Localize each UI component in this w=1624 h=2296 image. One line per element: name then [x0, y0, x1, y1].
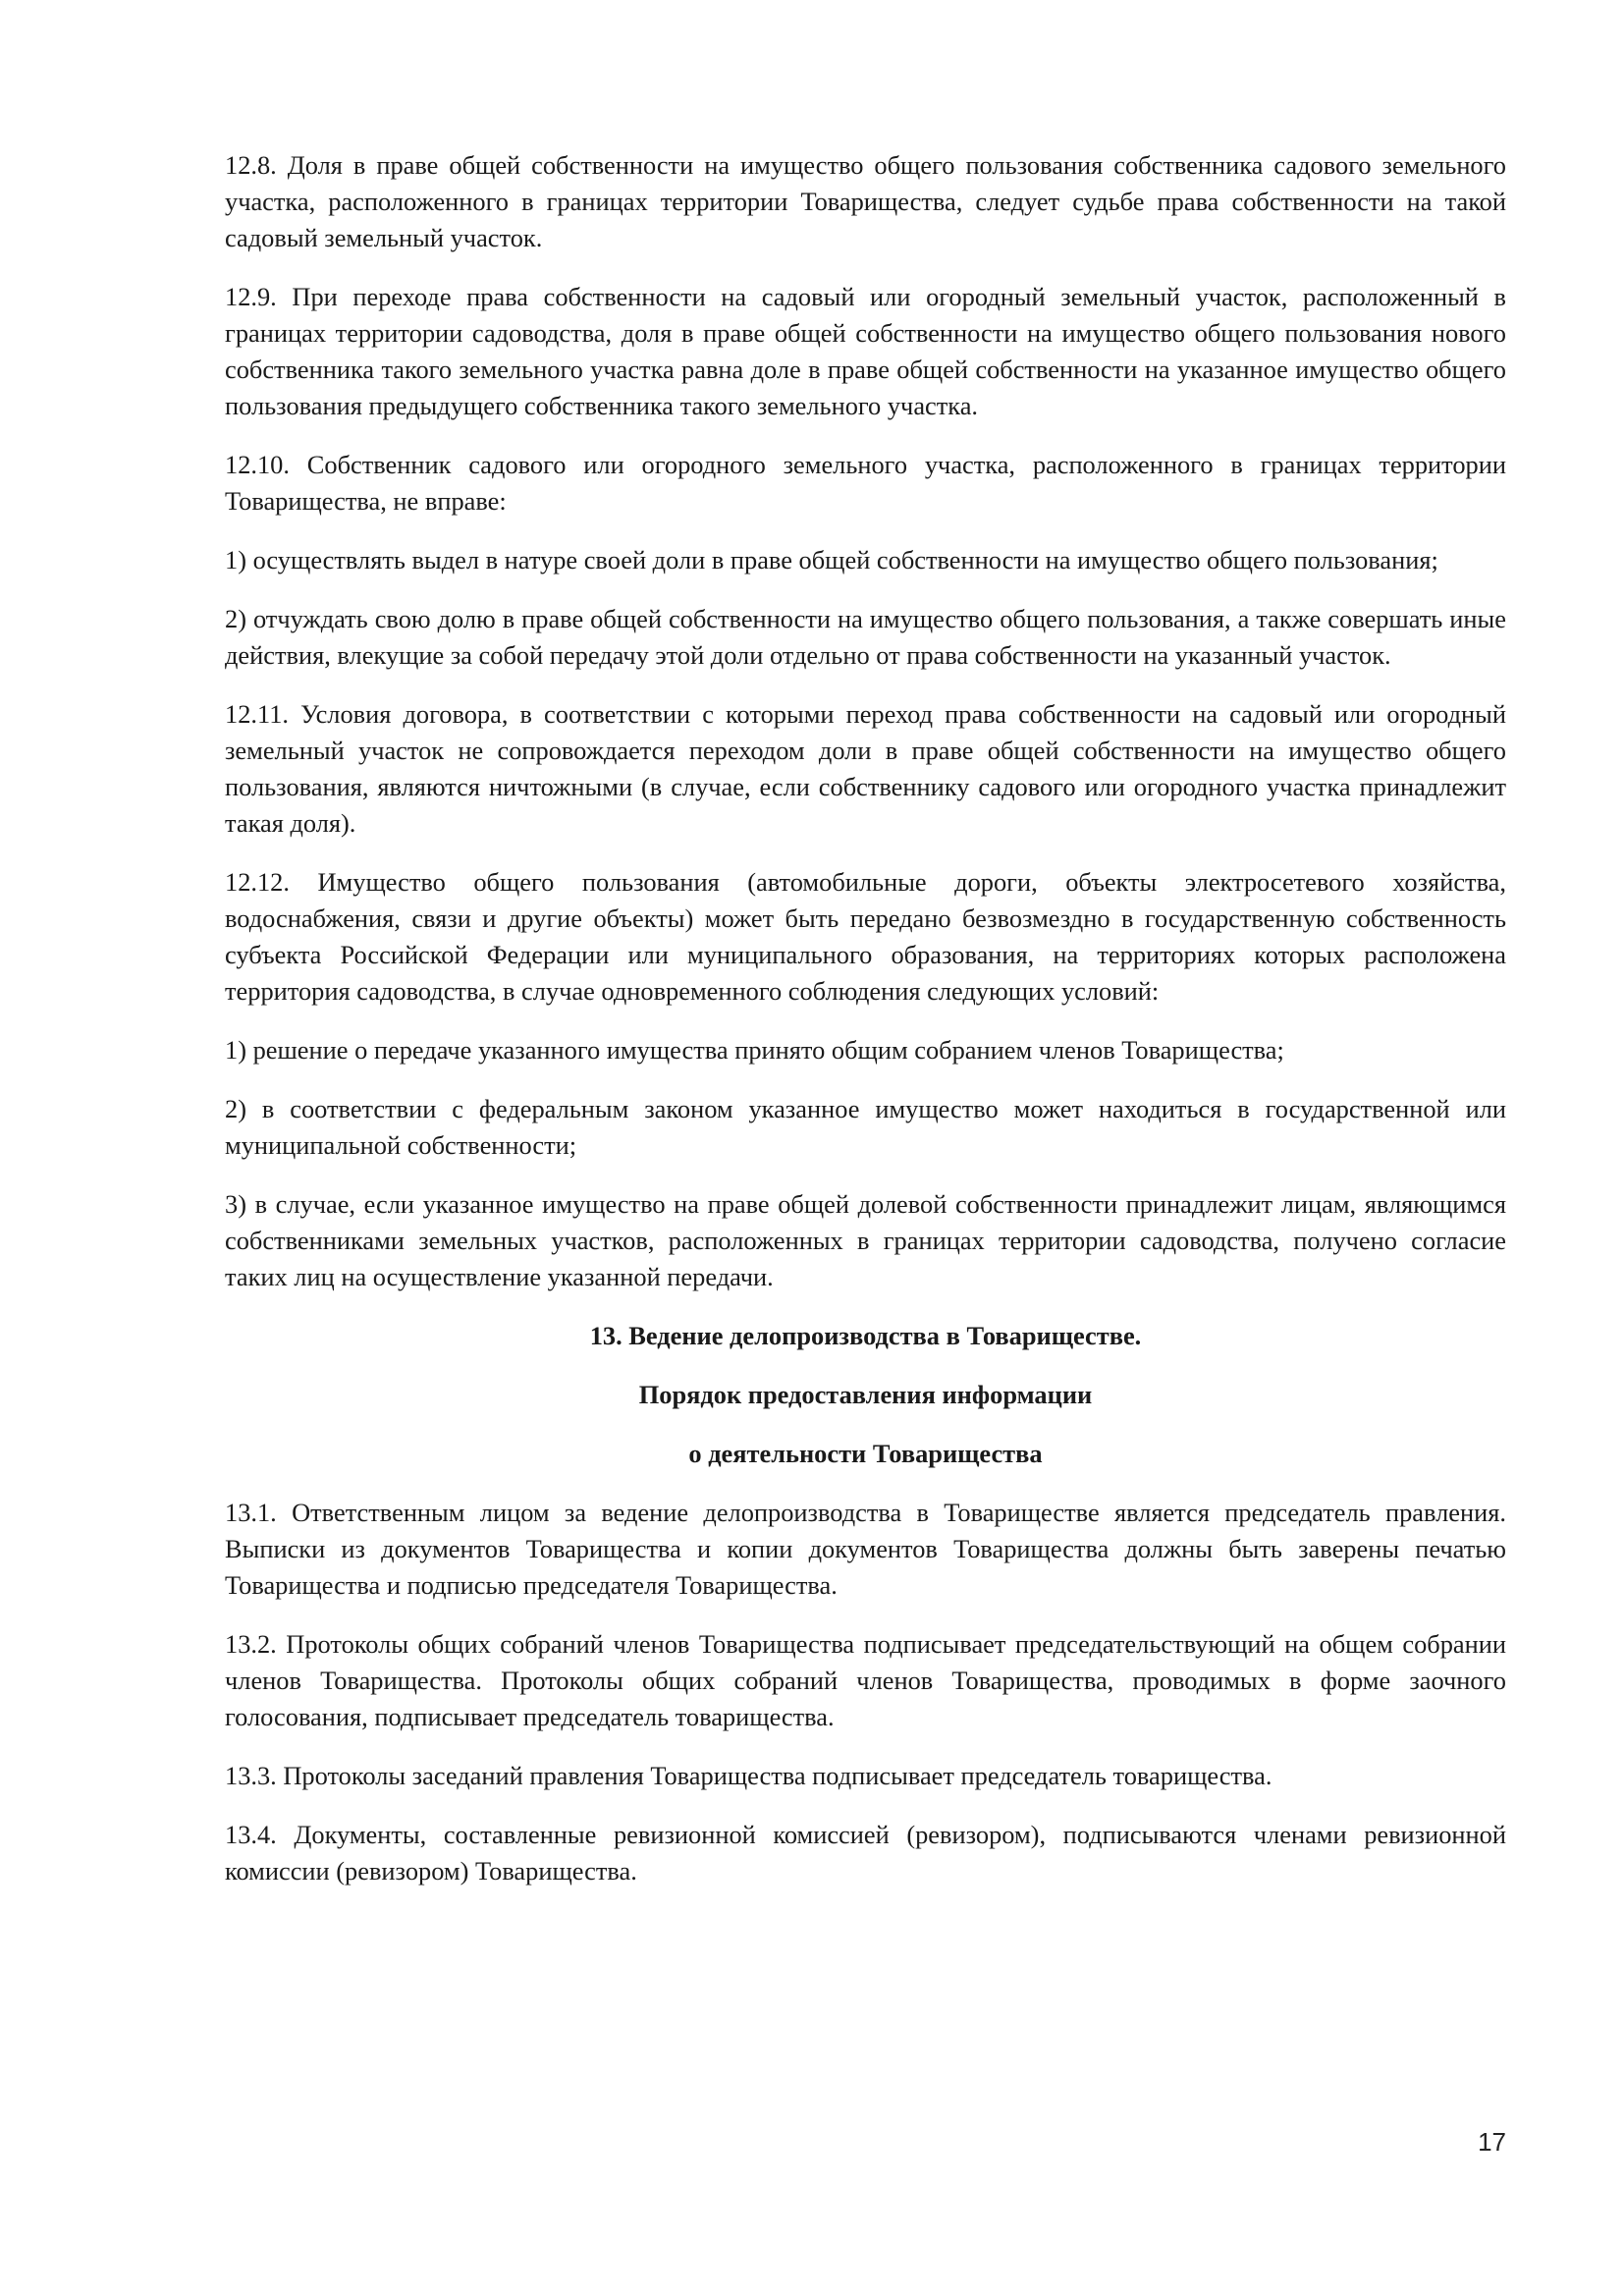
paragraph-12-10-item-2: 2) отчуждать свою долю в праве общей собственности на имущество общего пользования, а также совершать иные действия, влекущие за собой передачу этой доли отдельно от права собственности на указанный участок. — [225, 604, 1506, 670]
paragraph-12-8: 12.8. Доля в праве общей собственности на имущество общего пользования собственника садового земельного участка, расположенного в границах территории Товарищества, следует судьбе права собственности на такой садовый земельный участок. — [225, 150, 1506, 252]
paragraph-12-12-item-3: 3) в случае, если указанное имущество на праве общей долевой собственности принадлежит лицам, являющимся собственниками земельных участков, расположенных в границах территории садоводства, получено согласие таких лиц на осуществление указанной передачи. — [225, 1189, 1506, 1291]
section-heading-line-3: о деятельности Товарищества — [688, 1439, 1043, 1468]
paragraph-12-9: 12.9. При переходе права собственности на садовый или огородный земельный участок, расположенный в границах территории садоводства, доля в праве общей собственности на имущество общего пользования нового собственника такого земельного участка равна доле в праве общей собственности на указанное имущество общего пользования предыдущего собственника такого земельного участка. — [225, 282, 1506, 420]
section-heading-line-2: Порядок предоставления информации — [638, 1380, 1093, 1409]
paragraph-12-10: 12.10. Собственник садового или огородного земельного участка, расположенного в границах территории Товарищества, не вправе: — [225, 450, 1506, 516]
paragraph-12-12-item-1: 1) решение о передаче указанного имущества принято общим собранием членов Товарищества; — [225, 1035, 1284, 1065]
document-page — [225, 147, 1506, 1912]
paragraph-13-1: 13.1. Ответственным лицом за ведение делопроизводства в Товариществе является председатель правления. Выписки из документов Товарищества и копии документов Товарищества должны быть заверены печатью Товарищества и подписью председателя Товарищества. — [225, 1498, 1506, 1600]
paragraph-13-4: 13.4. Документы, составленные ревизионной комиссией (ревизором), подписываются членами ревизионной комиссии (ревизором) Товарищества. — [225, 1820, 1506, 1886]
paragraph-13-3: 13.3. Протоколы заседаний правления Товарищества подписывает председатель товарищества. — [225, 1761, 1272, 1790]
paragraph-12-10-item-1: 1) осуществлять выдел в натуре своей доли в праве общей собственности на имущество общего пользования; — [225, 545, 1438, 574]
section-13-heading — [225, 1318, 1506, 1472]
paragraph-12-12-item-2: 2) в соответствии с федеральным законом указанное имущество может находиться в государственной или муниципальной собственности; — [225, 1094, 1506, 1160]
paragraph-13-2: 13.2. Протоколы общих собраний членов Товарищества подписывает председательствующий на общем собрании членов Товарищества. Протоколы общих собраний членов Товарищества, проводимых в форме заочного голосования, подписывает председатель товарищества. — [225, 1629, 1506, 1731]
page-number: 17 — [1478, 2127, 1506, 2157]
paragraph-12-12: 12.12. Имущество общего пользования (автомобильные дороги, объекты электросетевого хозяйства, водоснабжения, связи и другие объекты) может быть передано безвозмездно в государственную собственность субъекта Российской Федерации или муниципального образования, на территориях которых расположена территория садоводства, в случае одновременного соблюдения следующих условий: — [225, 867, 1506, 1006]
section-heading-line-1: 13. Ведение делопроизводства в Товариществе. — [589, 1321, 1142, 1350]
paragraph-12-11: 12.11. Условия договора, в соответствии с которыми переход права собственности на садовый или огородный земельный участок не сопровождается переходом доли в праве общей собственности на имущество общего пользования, являются ничтожными (в случае, если собственнику садового или огородного участка принадлежит такая доля). — [225, 699, 1506, 838]
